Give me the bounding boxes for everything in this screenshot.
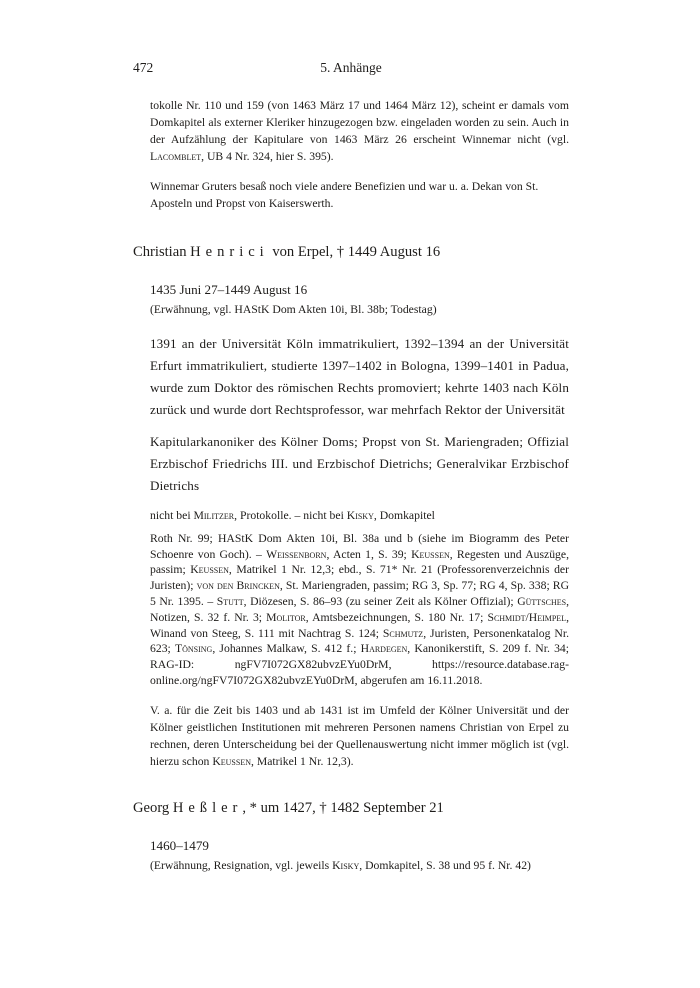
henrici-biography-paragraph: 1391 an der Universität Köln immatrikuliert, 1392–1394 an der Universität Erfurt immatrikuliert, studierte 1397–1402 in Bologna, 1399–1401 in Padua, wurde zum Doktor des römischen Rechts promoviert; kehrte 1403 nach Köln zurück und wurde dort Rechtsprofessor, war mehrfach Rektor der Universität [150, 336, 569, 417]
henrici-identification-note: V. a. für die Zeit bis 1403 und ab 1431 ist im Umfeld der Kölner Universität und der Kölner geistlichen Institutionen mit mehreren Personen namens Christian von Erpel zu rechnen, deren Unterscheidung bei der Quellenauswertung nicht immer möglich ist (vgl. hierzu schon Keussen, Matrikel 1 Nr. 12,3). [150, 703, 569, 768]
henrici-bibliography-paragraph: Roth Nr. 99; HAStK Dom Akten 10i, Bl. 38a und b (siehe im Biogramm des Peter Schoenre von Goch). – Weissenborn, Acten 1, S. 39; Keussen, Regesten und Auszüge, passim; Keussen, Matrikel 1 Nr. 12,3; ebd., S. 71* Nr. 21 (Professorenverzeichnis der Juristen); von den Brincken, St. Mariengraden, passim; RG 3, Sp. 77; RG 4, Sp. 338; RG 5 Nr. 1395. – Stutt, Diözesen, S. 86–93 (zu seiner Zeit als Kölner Offizial); Güttsches, Notizen, S. 32 f. Nr. 3; Molitor, Amtsbezeichnungen, S. 180 Nr. 17; Schmidt/Heimpel, Winand von Steeg, S. 111 mit Nachtrag S. 124; Schmutz, Juristen, Personenkatalog Nr. 623; Tönsing, Johannes Malkaw, S. 412 f.; Hardegen, Kanonikerstift, S. 209 f. Nr. 34; RAG-ID: ngFV7I072GX82ubvzEYu0DrM, https://resource.database.rag-online.org/ngFV7I072GX82ubvzEYu0DrM, abgerufen am 16.11.2018. [150, 531, 570, 687]
henrici-date-range: 1435 Juni 27–1449 August 16 [150, 282, 308, 297]
entry-heading-georg-hessler: Georg Heßler, * um 1427, † 1482 September 21 [133, 799, 444, 816]
entry-heading-christian-henrici: Christian Henrici von Erpel, † 1449 August 16 [133, 244, 441, 260]
paragraph-winnemar-benefices: Winnemar Gruters besaß noch viele andere Benefizien und war u. a. Dekan von St. Aposteln und Propst von Kaiserswerth. [150, 180, 539, 210]
henrici-date-source: (Erwähnung, vgl. HAStK Dom Akten 10i, Bl. 38b; Todestag) [150, 303, 437, 316]
henrici-offices-paragraph: Kapitularkanoniker des Kölner Doms; Propst von St. Mariengraden; Offizial Erzbischof Friedrichs III. und Erzbischof Dietrichs; Generalvikar Erzbischof Dietrichs [150, 434, 569, 493]
hessler-date-range: 1460–1479 [150, 837, 209, 853]
henrici-not-in-sources-line: nicht bei Militzer, Protokolle. – nicht bei Kisky, Domkapitel [150, 509, 435, 522]
henrici-dates-block [150, 279, 569, 319]
running-head: 5. Anhänge [320, 60, 382, 75]
hessler-dates-block [150, 835, 569, 875]
page-number: 472 [133, 60, 154, 75]
page-header [133, 60, 569, 76]
hessler-date-source: (Erwähnung, Resignation, vgl. jeweils Kisky, Domkapitel, S. 38 und 95 f. Nr. 42) [150, 858, 531, 872]
paragraph-protokolle-continuation: tokolle Nr. 110 und 159 (von 1463 März 17 und 1464 März 12), scheint er damals vom Domkapitel als externer Kleriker hinzugezogen bzw. eingeladen worden zu sein. Auch in der Aufzählung der Kapitulare von 1463 März 26 erscheint Winnemar nicht (vgl. Lacomblet, UB 4 Nr. 324, hier S. 395). [150, 99, 569, 163]
